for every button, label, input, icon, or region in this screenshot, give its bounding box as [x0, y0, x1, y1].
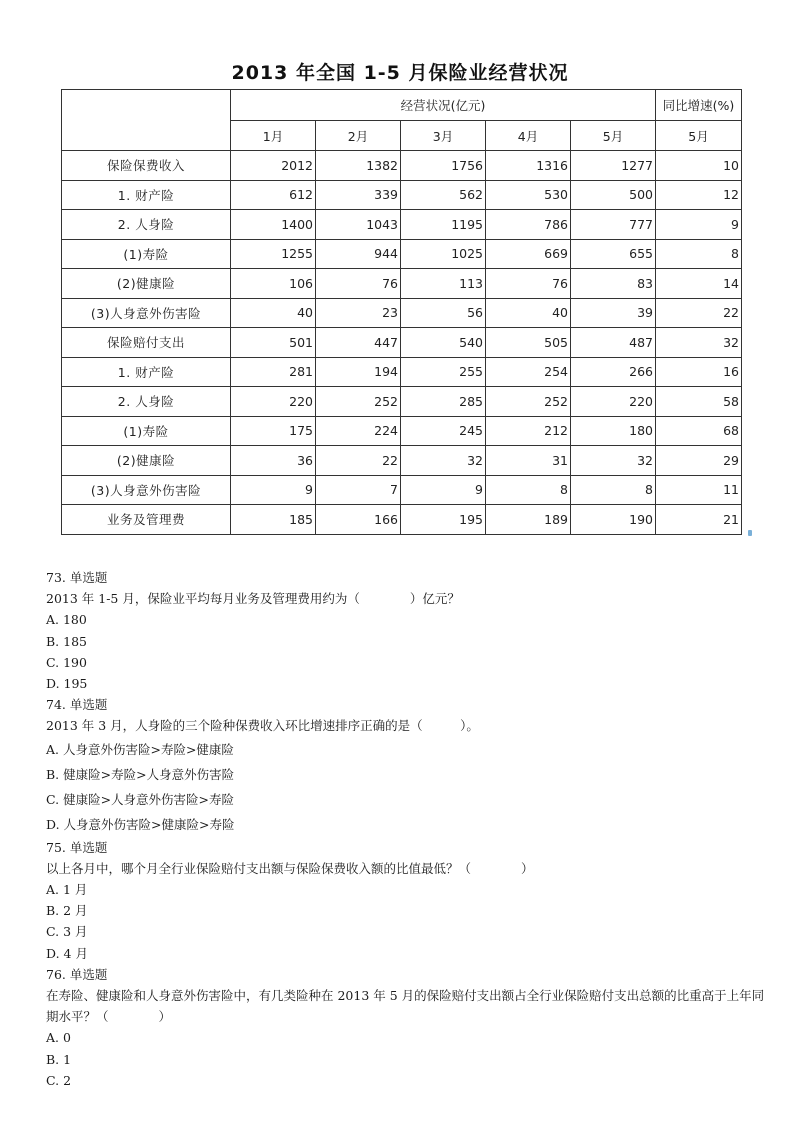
answer-option[interactable]: D. 195 [46, 676, 88, 692]
value-cell: 56 [401, 298, 486, 328]
row-label: (1)寿险 [62, 416, 231, 446]
value-cell: 500 [571, 180, 656, 210]
yoy-cell: 29 [656, 446, 742, 476]
answer-option[interactable]: D. 4 月 [46, 945, 88, 961]
value-cell: 180 [571, 416, 656, 446]
value-cell: 612 [231, 180, 316, 210]
question-number: 74. 单选题 [46, 697, 108, 713]
yoy-cell: 14 [656, 269, 742, 299]
value-cell: 1400 [231, 210, 316, 240]
value-cell: 195 [401, 505, 486, 535]
yoy-cell: 22 [656, 298, 742, 328]
value-cell: 777 [571, 210, 656, 240]
answer-option[interactable]: C. 190 [46, 654, 87, 670]
value-cell: 189 [486, 505, 571, 535]
row-label: 2. 人身险 [62, 387, 231, 417]
answer-option[interactable]: A. 人身意外伤害险>寿险>健康险 [46, 741, 234, 757]
yoy-cell: 9 [656, 210, 742, 240]
value-cell: 501 [231, 328, 316, 358]
value-cell: 505 [486, 328, 571, 358]
value-cell: 487 [571, 328, 656, 358]
answer-option[interactable]: A. 180 [46, 612, 87, 628]
question-number: 75. 单选题 [46, 839, 108, 855]
value-cell: 1255 [231, 239, 316, 269]
value-cell: 212 [486, 416, 571, 446]
value-cell: 530 [486, 180, 571, 210]
value-cell: 32 [401, 446, 486, 476]
question-stem: 以上各月中，哪个月全行业保险赔付支出额与保险保费收入额的比值最低？（ ） [46, 860, 534, 876]
yoy-cell: 21 [656, 505, 742, 535]
value-cell: 9 [401, 475, 486, 505]
value-cell: 2012 [231, 151, 316, 181]
question-stem: 2013 年 3 月，人身险的三个险种保费收入环比增速排序正确的是（ ）。 [46, 718, 479, 734]
value-cell: 1025 [401, 239, 486, 269]
value-cell: 255 [401, 357, 486, 387]
value-cell: 281 [231, 357, 316, 387]
insurance-data-table [61, 89, 742, 535]
value-cell: 8 [486, 475, 571, 505]
value-cell: 76 [316, 269, 401, 299]
table-row [62, 239, 742, 269]
table-row [62, 328, 742, 358]
yoy-cell: 68 [656, 416, 742, 446]
row-label: 保险赔付支出 [62, 328, 231, 358]
header-yoy-growth: 同比增速(%) [656, 90, 742, 121]
question-list [46, 567, 766, 1091]
value-cell: 220 [231, 387, 316, 417]
yoy-cell: 11 [656, 475, 742, 505]
table-row [62, 505, 742, 535]
value-cell: 1195 [401, 210, 486, 240]
question-stem: 2013 年 1-5 月，保险业平均每月业务及管理费用约为（ ）亿元？ [46, 591, 460, 607]
value-cell: 194 [316, 357, 401, 387]
row-label: 保险保费收入 [62, 151, 231, 181]
answer-option[interactable]: C. 3 月 [46, 924, 88, 940]
header-month: 3月 [401, 121, 486, 151]
question-number: 73. 单选题 [46, 570, 108, 585]
row-label: (1)寿险 [62, 239, 231, 269]
value-cell: 1756 [401, 151, 486, 181]
header-month: 5月 [571, 121, 656, 151]
question-block [46, 567, 766, 694]
header-month: 4月 [486, 121, 571, 151]
value-cell: 224 [316, 416, 401, 446]
yoy-cell: 12 [656, 180, 742, 210]
answer-option[interactable]: B. 1 [46, 1051, 72, 1067]
table-body [62, 151, 742, 535]
answer-option[interactable]: A. 1 月 [46, 882, 88, 898]
value-cell: 31 [486, 446, 571, 476]
value-cell: 786 [486, 210, 571, 240]
value-cell: 40 [231, 298, 316, 328]
value-cell: 83 [571, 269, 656, 299]
value-cell: 1043 [316, 210, 401, 240]
question-stem: 在寿险、健康险和人身意外伤害险中，有几类险种在 2013 年 5 月的保险赔付支出额占全行业保险赔付支出总额的比重高于上年同期水平？（ ） [46, 988, 765, 1025]
answer-option[interactable]: C. 2 [46, 1072, 72, 1088]
row-label: (2)健康险 [62, 269, 231, 299]
value-cell: 32 [571, 446, 656, 476]
value-cell: 254 [486, 357, 571, 387]
question-block [46, 694, 766, 836]
table-row [62, 416, 742, 446]
value-cell: 39 [571, 298, 656, 328]
table-row [62, 298, 742, 328]
answer-option[interactable]: C. 健康险>人身意外伤害险>寿险 [46, 791, 235, 807]
table-row [62, 387, 742, 417]
value-cell: 166 [316, 505, 401, 535]
table-row [62, 357, 742, 387]
header-month: 2月 [316, 121, 401, 151]
yoy-cell: 16 [656, 357, 742, 387]
row-label: 1. 财产险 [62, 357, 231, 387]
value-cell: 540 [401, 328, 486, 358]
value-cell: 1277 [571, 151, 656, 181]
value-cell: 447 [316, 328, 401, 358]
question-block [46, 837, 766, 964]
yoy-cell: 8 [656, 239, 742, 269]
value-cell: 220 [571, 387, 656, 417]
corner-marker [748, 530, 752, 536]
value-cell: 113 [401, 269, 486, 299]
value-cell: 23 [316, 298, 401, 328]
value-cell: 185 [231, 505, 316, 535]
value-cell: 252 [486, 387, 571, 417]
table-row [62, 210, 742, 240]
value-cell: 245 [401, 416, 486, 446]
table-row [62, 446, 742, 476]
table-row [62, 180, 742, 210]
header-yoy-month: 5月 [656, 121, 742, 151]
question-block [46, 964, 766, 1091]
value-cell: 175 [231, 416, 316, 446]
row-label: (3)人身意外伤害险 [62, 475, 231, 505]
row-label: 业务及管理费 [62, 505, 231, 535]
value-cell: 106 [231, 269, 316, 299]
row-label: 2. 人身险 [62, 210, 231, 240]
table-row [62, 151, 742, 181]
value-cell: 190 [571, 505, 656, 535]
answer-option[interactable]: B. 185 [46, 633, 87, 649]
header-corner-cell [62, 90, 231, 151]
header-month: 1月 [231, 121, 316, 151]
value-cell: 7 [316, 475, 401, 505]
value-cell: 252 [316, 387, 401, 417]
row-label: (2)健康险 [62, 446, 231, 476]
value-cell: 655 [571, 239, 656, 269]
yoy-cell: 58 [656, 387, 742, 417]
table-title: 2013 年全国 1-5 月保险业经营状况 [231, 62, 569, 84]
value-cell: 669 [486, 239, 571, 269]
row-label: (3)人身意外伤害险 [62, 298, 231, 328]
value-cell: 339 [316, 180, 401, 210]
value-cell: 285 [401, 387, 486, 417]
value-cell: 1316 [486, 151, 571, 181]
value-cell: 40 [486, 298, 571, 328]
value-cell: 944 [316, 239, 401, 269]
yoy-cell: 32 [656, 328, 742, 358]
value-cell: 76 [486, 269, 571, 299]
answer-option[interactable]: D. 人身意外伤害险>健康险>寿险 [46, 816, 235, 832]
yoy-cell: 10 [656, 151, 742, 181]
header-operating-status: 经营状况(亿元) [231, 90, 656, 121]
row-label: 1. 财产险 [62, 180, 231, 210]
table-row [62, 269, 742, 299]
value-cell: 266 [571, 357, 656, 387]
answer-option[interactable]: A. 0 [46, 1030, 71, 1046]
question-number: 76. 单选题 [46, 966, 108, 982]
value-cell: 1382 [316, 151, 401, 181]
table-row [62, 475, 742, 505]
answer-option[interactable]: B. 健康险>寿险>人身意外伤害险 [46, 766, 235, 782]
value-cell: 36 [231, 446, 316, 476]
value-cell: 9 [231, 475, 316, 505]
value-cell: 22 [316, 446, 401, 476]
value-cell: 8 [571, 475, 656, 505]
answer-option[interactable]: B. 2 月 [46, 903, 88, 919]
value-cell: 562 [401, 180, 486, 210]
